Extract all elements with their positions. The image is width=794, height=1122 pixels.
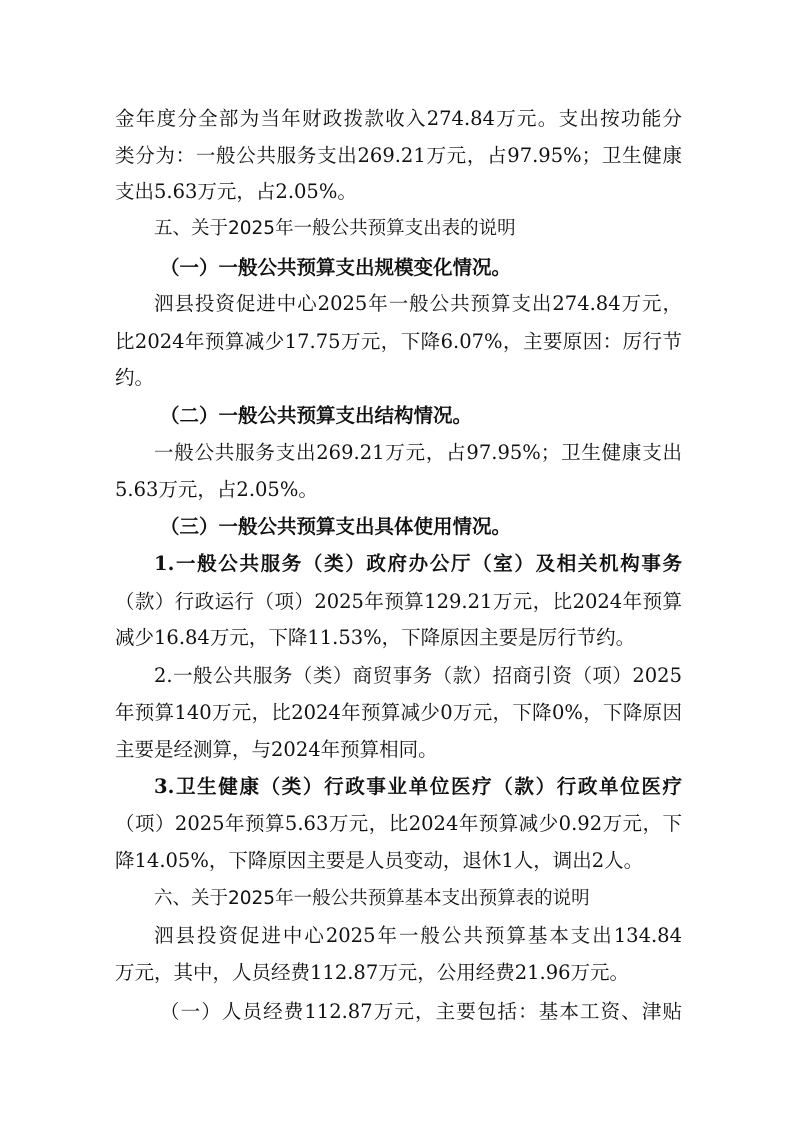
subheading-2: （二）一般公共预算支出结构情况。 xyxy=(160,404,473,427)
subheading-3: （三）一般公共预算支出具体使用情况。 xyxy=(160,515,512,538)
paragraph-line: （项）2025年预算5.63万元，比2024年预算减少0.92万元，下 xyxy=(115,812,682,835)
item-3-heading: 3.卫生健康（类）行政事业单位医疗（款）行政单位医疗 xyxy=(154,775,682,798)
item-1-heading: 1.一般公共服务（类）政府办公厅（室）及相关机构事务 xyxy=(154,552,682,575)
paragraph-line: 约。 xyxy=(115,366,155,389)
paragraph-line: 支出5.63万元，占2.05%。 xyxy=(115,180,357,203)
paragraph-line: 泗县投资促进中心2025年一般公共预算基本支出134.84 xyxy=(154,924,682,947)
paragraph-line: 年预算140万元，比2024年预算减少0万元，下降0%，下降原因 xyxy=(115,701,682,724)
paragraph-line: 比2024年预算减少17.75万元，下降6.07%，主要原因：厉行节 xyxy=(115,330,682,353)
paragraph-line: 主要是经测算，与2024年预算相同。 xyxy=(115,738,438,761)
paragraph-line: （一）人员经费112.87万元，主要包括：基本工资、津贴 xyxy=(160,1000,682,1023)
paragraph-line: 降14.05%，下降原因主要是人员变动，退休1人，调出2人。 xyxy=(115,849,644,872)
paragraph-line: 泗县投资促进中心2025年一般公共预算支出274.84万元， xyxy=(154,292,682,315)
subheading-1: （一）一般公共预算支出规模变化情况。 xyxy=(160,256,512,279)
paragraph-line: （款）行政运行（项）2025年预算129.21万元，比2024年预算 xyxy=(115,590,682,613)
paragraph-line: 万元，其中，人员经费112.87万元，公用经费21.96万元。 xyxy=(115,961,630,984)
section-heading-5: 五、关于2025年一般公共预算支出表的说明 xyxy=(154,218,516,239)
paragraph-line: 减少16.84万元，下降11.53%，下降原因主要是厉行节约。 xyxy=(115,626,636,649)
item-2-heading: 2.一般公共服务（类）商贸事务（款）招商引资（项）2025 xyxy=(154,664,682,687)
paragraph-line: 金年度分全部为当年财政拨款收入274.84万元。支出按功能分 xyxy=(115,107,682,130)
paragraph-line: 类分为：一般公共服务支出269.21万元，占97.95%；卫生健康 xyxy=(115,144,682,167)
paragraph-line: 5.63万元，占2.05%。 xyxy=(115,478,318,501)
paragraph-line: 一般公共服务支出269.21万元，占97.95%；卫生健康支出 xyxy=(154,441,682,464)
section-heading-6: 六、关于2025年一般公共预算基本支出预算表的说明 xyxy=(154,888,590,909)
